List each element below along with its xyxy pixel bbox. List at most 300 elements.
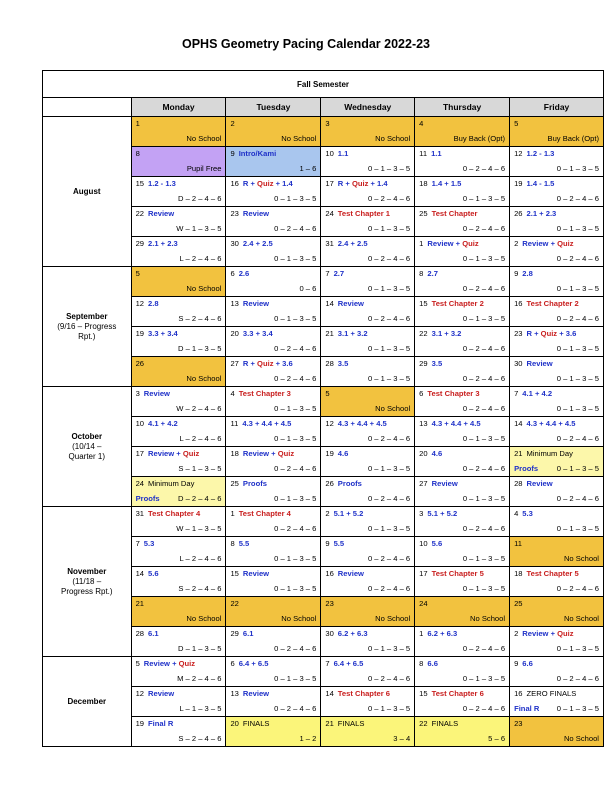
day-number: 25 (419, 209, 428, 218)
period-rotation: 0 – 2 – 4 – 6 (556, 254, 599, 263)
period-rotation: 0 – 2 – 4 – 6 (367, 494, 411, 503)
period-rotation-line (274, 704, 316, 713)
day-number: 4 (419, 119, 424, 128)
period-rotation-line (176, 224, 221, 233)
day-topic-line (419, 599, 431, 608)
day-cell (321, 597, 415, 627)
lesson-topic: 6.6 (522, 659, 533, 668)
day-topic-line (136, 269, 144, 278)
day-cell (510, 477, 604, 507)
day-cell (226, 207, 321, 237)
day-number: 28 (135, 629, 145, 638)
day-topic-line (514, 329, 576, 338)
period-rotation: D – 1 – 3 – 5 (177, 644, 222, 653)
day-number: 14 (325, 299, 334, 308)
day-header: Wednesday (321, 98, 415, 117)
day-topic-line (136, 209, 175, 218)
day-cell (226, 687, 321, 717)
lesson-topic: Quiz (351, 179, 369, 188)
period-rotation: W – 1 – 3 – 5 (176, 524, 222, 533)
period-rotation-line (178, 194, 221, 203)
day-number: 10 (135, 419, 145, 428)
day-cell (415, 147, 510, 177)
lesson-topic: 1.4 - 1.5 (526, 179, 555, 188)
lesson-topic: 1.2 - 1.3 (148, 179, 176, 188)
day-topic-line (419, 479, 458, 488)
period-rotation: M – 2 – 4 – 6 (177, 674, 222, 683)
day-topic-line (325, 119, 333, 128)
day-cell (131, 627, 226, 657)
day-cell (510, 147, 604, 177)
period-rotation: 0 – 1 – 3 – 5 (367, 524, 411, 533)
period-rotation-line (463, 494, 505, 503)
day-number: 8 (419, 659, 424, 668)
period-rotation-line (180, 704, 222, 713)
day-topic-line (419, 269, 438, 278)
day-number: 4 (514, 509, 519, 518)
day-number: 5 (325, 389, 330, 398)
period-rotation-line (557, 314, 599, 323)
day-number: 19 (325, 449, 334, 458)
period-rotation: 0 – 1 – 3 – 5 (462, 254, 506, 263)
period-rotation: 0 – 2 – 4 – 6 (556, 584, 599, 593)
day-topic-line (325, 479, 362, 488)
period-rotation: 0 – 6 (299, 284, 317, 293)
period-rotation: 0 – 2 – 4 – 6 (367, 674, 411, 683)
day-number: 6 (230, 269, 235, 278)
period-rotation: 0 – 2 – 4 – 6 (274, 464, 317, 473)
period-rotation-line (463, 464, 505, 473)
day-cell (226, 477, 321, 507)
period-rotation-line (368, 254, 410, 263)
period-rotation-line (368, 674, 410, 683)
day-topic-line (325, 329, 367, 338)
day-topic-line (136, 479, 195, 488)
day-number: 26 (514, 209, 523, 218)
day-number: 8 (230, 539, 235, 548)
day-topic-line (230, 269, 249, 278)
lesson-topic: 2.1 + 2.3 (148, 239, 178, 248)
day-number: 13 (230, 689, 239, 698)
lesson-topic: + 3.6 (557, 329, 577, 338)
period-rotation: 0 – 2 – 4 – 6 (462, 704, 506, 713)
day-cell (131, 327, 226, 357)
day-cell (321, 717, 415, 747)
lesson-topic: 5.6 (431, 539, 443, 548)
day-topic-line (325, 599, 337, 608)
day-topic-line (230, 209, 269, 218)
day-cell (131, 387, 226, 417)
period-rotation: S – 2 – 4 – 6 (178, 584, 222, 593)
day-cell (510, 597, 604, 627)
day-number: 5 (514, 119, 519, 128)
period-rotation-line (557, 284, 599, 293)
day-number: 19 (514, 179, 523, 188)
day-cell (415, 717, 510, 747)
day-cell (321, 447, 415, 477)
day-number: 9 (514, 269, 519, 278)
lesson-topic: Test Chapter 1 (337, 209, 390, 218)
period-rotation-line (368, 554, 410, 563)
lesson-topic: Test Chapter 2 (526, 299, 579, 308)
day-number: 21 (325, 329, 334, 338)
day-cell (510, 567, 604, 597)
lesson-topic: Review + (522, 629, 558, 638)
day-topic-line (419, 119, 427, 128)
day-topic-line (514, 179, 554, 188)
month-name: September (66, 311, 108, 321)
day-number: 21 (514, 449, 523, 458)
day-number: 9 (325, 539, 330, 548)
day-topic-line (136, 629, 159, 638)
day-cell (226, 537, 321, 567)
period-rotation: 0 – 1 – 3 – 5 (274, 314, 317, 323)
period-rotation: Buy Back (Opt) (547, 134, 599, 143)
day-cell (321, 687, 415, 717)
day-cell (226, 567, 321, 597)
period-rotation: 0 – 1 – 3 – 5 (274, 194, 317, 203)
week-row (43, 507, 604, 537)
day-topic-line (230, 629, 253, 638)
lesson-topic: R + (242, 179, 258, 188)
day-number: 6 (419, 389, 424, 398)
day-cell (131, 597, 226, 627)
period-rotation-line (463, 704, 505, 713)
period-rotation-line (177, 674, 221, 683)
day-cell (226, 117, 321, 147)
lesson-topic: 3.3 + 3.4 (242, 329, 273, 338)
day-number: 9 (514, 659, 519, 668)
page-title: OPHS Geometry Pacing Calendar 2022-23 (181, 37, 431, 51)
period-rotation-line (463, 344, 505, 353)
day-topic-line (136, 179, 176, 188)
day-topic-line (325, 269, 344, 278)
day-topic-line (230, 239, 272, 248)
lesson-topic: 2.6 (238, 269, 250, 278)
day-topic-line (325, 419, 386, 428)
period-rotation: 0 – 2 – 4 – 6 (274, 524, 317, 533)
day-topic-line (325, 689, 390, 698)
day-number: 3 (135, 389, 140, 398)
day-cell (321, 657, 415, 687)
day-number: 19 (135, 719, 145, 728)
day-number: 15 (135, 179, 145, 188)
lesson-topic: Test Chapter 6 (431, 689, 484, 698)
day-cell (131, 537, 226, 567)
day-topic-line (136, 149, 144, 158)
day-topic-line (419, 239, 479, 248)
period-rotation-line (557, 254, 599, 263)
day-cell (415, 447, 510, 477)
day-number: 12 (135, 689, 145, 698)
day-number: 5 (135, 659, 140, 668)
period-rotation-line (178, 644, 221, 653)
day-cell (321, 477, 415, 507)
period-rotation: No School (563, 614, 599, 623)
lesson-topic: + 1.4 (368, 179, 388, 188)
period-rotation-line (178, 584, 221, 593)
day-cell (131, 507, 226, 537)
day-number: 31 (135, 509, 145, 518)
day-number: 2 (514, 239, 519, 248)
period-rotation: 0 – 2 – 4 – 6 (462, 644, 506, 653)
day-number: 21 (325, 719, 334, 728)
period-rotation: No School (375, 614, 411, 623)
day-topic-line (325, 209, 390, 218)
day-cell (321, 237, 415, 267)
lesson-topic: Review (242, 299, 270, 308)
period-rotation-line (557, 434, 599, 443)
lesson-topic: Test Chapter 5 (526, 569, 579, 578)
lesson-topic: Review + (242, 449, 278, 458)
day-number: 1 (419, 239, 424, 248)
period-rotation: W – 2 – 4 – 6 (176, 404, 222, 413)
month-note: Rpt.) (78, 331, 96, 341)
day-cell (415, 177, 510, 207)
day-number: 23 (325, 599, 334, 608)
day-number: 11 (230, 419, 239, 428)
semester-header: Fall Semester (43, 71, 604, 98)
period-rotation-line (186, 284, 221, 293)
period-rotation: No School (375, 134, 411, 143)
day-topic-line (325, 659, 363, 668)
period-rotation: 0 – 2 – 4 – 6 (556, 494, 599, 503)
day-topic-line (325, 389, 333, 398)
period-rotation: 0 – 2 – 4 – 6 (274, 704, 317, 713)
period-rotation: 0 – 1 – 3 – 5 (367, 644, 411, 653)
day-topic-line (230, 599, 242, 608)
day-number: 30 (230, 239, 239, 248)
period-rotation-line (564, 734, 599, 743)
month-note: (9/16 – Progress (57, 321, 117, 331)
day-number: 20 (230, 329, 239, 338)
day-number: 22 (230, 599, 239, 608)
period-rotation: 1 – 2 (299, 734, 317, 743)
day-topic-line (419, 179, 461, 188)
day-topic-line (419, 419, 480, 428)
period-rotation-line (393, 734, 410, 743)
day-number: 3 (419, 509, 424, 518)
period-rotation: Pupil Free (186, 164, 222, 173)
period-rotation-line (470, 614, 505, 623)
day-cell (131, 567, 226, 597)
week-row (43, 267, 604, 297)
day-topic-line (419, 719, 458, 728)
day-topic-line (419, 659, 438, 668)
lesson-topic: Review (242, 569, 270, 578)
period-rotation: 0 – 1 – 3 – 5 (462, 194, 506, 203)
period-rotation-line (176, 404, 221, 413)
day-topic-line (514, 359, 553, 368)
period-rotation: S – 2 – 4 – 6 (178, 734, 222, 743)
day-cell (226, 177, 321, 207)
lesson-topic: Proofs (242, 479, 267, 488)
day-cell (131, 237, 226, 267)
lesson-topic: Review (143, 389, 170, 398)
day-cell (510, 207, 604, 237)
day-number: 15 (419, 299, 428, 308)
day-cell (415, 657, 510, 687)
period-rotation-line (463, 404, 505, 413)
day-number: 29 (135, 239, 145, 248)
period-rotation: 0 – 1 – 3 – 5 (556, 464, 599, 473)
day-topic-line (419, 509, 457, 518)
day-topic-line (419, 359, 442, 368)
day-number: 7 (135, 539, 140, 548)
period-rotation: 0 – 2 – 4 – 6 (556, 674, 599, 683)
lesson-topic: 6.1 (148, 629, 159, 638)
day-topic-line (514, 389, 552, 398)
day-number: 1 (135, 119, 140, 128)
day-topic-line (230, 149, 276, 158)
day-header: Thursday (415, 98, 510, 117)
period-rotation: L – 2 – 4 – 6 (179, 554, 222, 563)
lesson-topic: 3.3 + 3.4 (148, 329, 178, 338)
period-rotation-line (274, 374, 316, 383)
day-cell (510, 417, 604, 447)
period-rotation: 0 – 2 – 4 – 6 (462, 344, 506, 353)
day-number: 31 (325, 239, 334, 248)
period-rotation: 0 – 1 – 3 – 5 (367, 704, 411, 713)
day-topic-line (230, 719, 269, 728)
day-number: 24 (325, 209, 334, 218)
period-rotation-line (368, 494, 410, 503)
period-rotation-line (463, 374, 505, 383)
month-label-cell (43, 507, 132, 657)
day-cell (321, 267, 415, 297)
period-rotation-line (463, 644, 505, 653)
day-topic-line (514, 689, 576, 698)
day-header: Monday (131, 98, 226, 117)
period-rotation: 0 – 1 – 3 – 5 (556, 644, 599, 653)
period-rotation-line (368, 464, 410, 473)
period-rotation: 0 – 2 – 4 – 6 (367, 314, 411, 323)
period-rotation-line (178, 344, 221, 353)
day-number: 22 (419, 329, 428, 338)
month-label-cell (43, 117, 132, 267)
period-rotation: 0 – 1 – 3 – 5 (274, 554, 317, 563)
period-rotation-line (375, 614, 410, 623)
week-row (43, 387, 604, 417)
lesson-topic: 2.7 (333, 269, 345, 278)
period-rotation-line (557, 644, 599, 653)
period-rotation-line (274, 344, 316, 353)
day-number: 18 (230, 449, 239, 458)
day-number: 28 (325, 359, 334, 368)
lesson-topic: Review (337, 569, 364, 578)
day-cell (415, 477, 510, 507)
lesson-topic: 1.1 (431, 149, 442, 158)
period-rotation: No School (186, 374, 222, 383)
period-rotation-line (274, 524, 316, 533)
lesson-topic: 5.1 + 5.2 (333, 509, 364, 518)
day-topic-line (230, 509, 290, 518)
day-topic-line (136, 509, 201, 518)
day-topic-line (514, 539, 526, 548)
month-label-cell (43, 267, 132, 387)
day-number: 7 (514, 389, 519, 398)
day-topic-line (230, 539, 249, 548)
period-rotation: 0 – 1 – 3 – 5 (556, 164, 599, 173)
period-rotation-line (368, 644, 410, 653)
period-rotation-line (368, 164, 410, 173)
day-cell (131, 417, 226, 447)
lesson-topic: Minimum Day (526, 449, 573, 458)
period-rotation-line (463, 224, 505, 233)
day-cell (226, 627, 321, 657)
period-rotation-line (557, 524, 599, 533)
day-topic-line (419, 329, 461, 338)
lesson-topic: 2.8 (148, 299, 159, 308)
lesson-topic: 1.2 - 1.3 (526, 149, 555, 158)
day-cell (131, 267, 226, 297)
period-rotation-line (463, 284, 505, 293)
period-rotation-line (557, 374, 599, 383)
day-number: 1 (419, 629, 424, 638)
period-rotation-line (375, 404, 410, 413)
period-rotation: 0 – 2 – 4 – 6 (367, 584, 411, 593)
pacing-calendar-table (42, 70, 604, 747)
lesson-topic: 3.5 (337, 359, 349, 368)
day-topic-line (514, 629, 574, 638)
period-rotation-line (368, 284, 410, 293)
day-number: 8 (419, 269, 424, 278)
day-topic-line (419, 149, 441, 158)
period-rotation-line (186, 134, 221, 143)
lesson-topic: 4.3 + 4.4 + 4.5 (526, 419, 576, 428)
period-rotation-line (274, 584, 316, 593)
day-topic-line (325, 179, 387, 188)
period-rotation-line (557, 194, 599, 203)
day-number: 12 (514, 149, 523, 158)
day-cell (415, 387, 510, 417)
period-rotation: 0 – 2 – 4 – 6 (556, 434, 599, 443)
day-topic-line (514, 659, 533, 668)
day-topic-line (230, 419, 291, 428)
period-rotation: 0 – 2 – 4 – 6 (462, 224, 506, 233)
day-cell (226, 147, 321, 177)
day-number: 29 (230, 629, 239, 638)
period-rotation: L – 1 – 3 – 5 (179, 704, 222, 713)
period-rotation: 0 – 1 – 3 – 5 (274, 254, 317, 263)
period-rotation-line (368, 344, 410, 353)
lesson-topic: Quiz (462, 239, 479, 248)
lesson-topic: Quiz (557, 239, 574, 248)
day-topic-line (325, 149, 348, 158)
day-number: 7 (325, 659, 330, 668)
period-rotation: No School (186, 284, 222, 293)
day-topic-line (230, 359, 292, 368)
day-cell (415, 297, 510, 327)
period-rotation-line (548, 134, 599, 143)
day-cell (415, 207, 510, 237)
period-rotation-line (186, 374, 221, 383)
day-cell (131, 657, 226, 687)
day-cell (510, 537, 604, 567)
day-topic-line (136, 569, 159, 578)
lesson-topic: 5.6 (148, 569, 159, 578)
day-cell (415, 687, 510, 717)
lesson-topic: 4.6 (431, 449, 443, 458)
period-rotation: 0 – 1 – 3 – 5 (274, 584, 317, 593)
day-cell (321, 387, 415, 417)
period-rotation-line (463, 584, 505, 593)
day-cell (226, 447, 321, 477)
day-topic-line (325, 539, 344, 548)
period-rotation: 0 – 1 – 3 – 5 (367, 164, 411, 173)
month-note: (10/14 – (72, 441, 102, 451)
period-rotation: 1 – 6 (299, 164, 317, 173)
